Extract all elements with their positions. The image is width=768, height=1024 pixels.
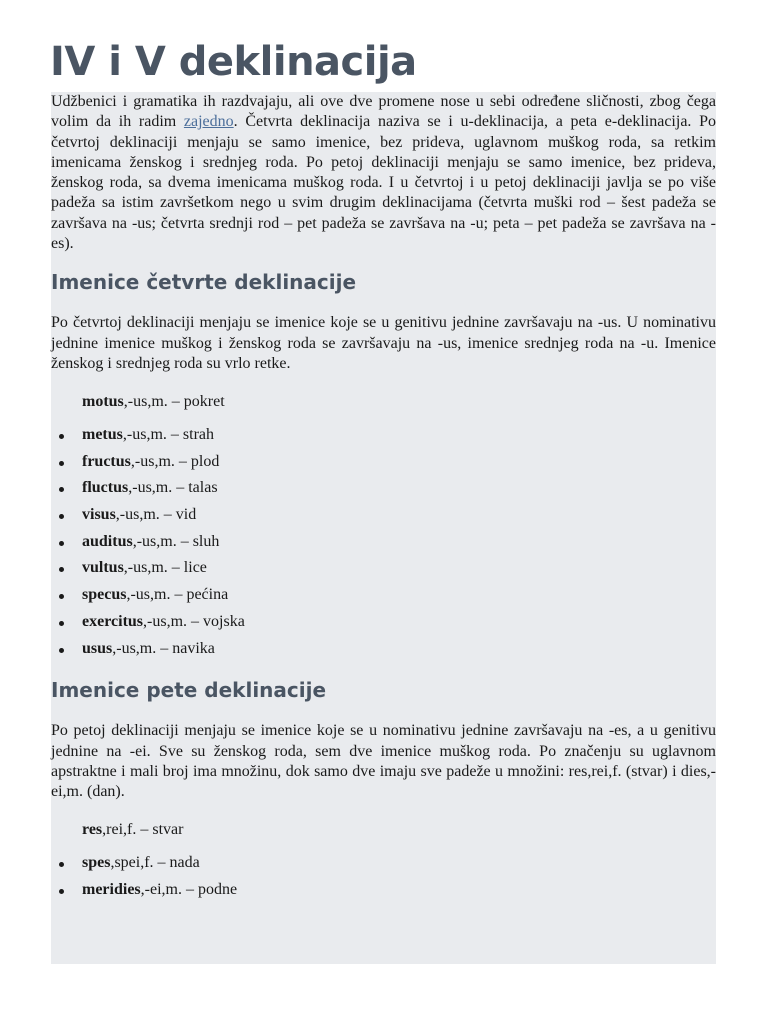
list-item xyxy=(51,475,716,502)
intro-paragraph xyxy=(51,92,716,254)
list-item-term: exercitus xyxy=(82,612,144,630)
list-item-term: specus xyxy=(82,586,127,604)
list-item-desc: ,-us,m. – strah xyxy=(122,425,214,443)
list-item xyxy=(51,555,716,582)
list-item xyxy=(51,422,716,449)
list-item-desc: ,-us,m. – plod xyxy=(130,452,220,470)
list-item-term: meridies xyxy=(82,880,141,898)
list-item xyxy=(51,636,716,663)
content xyxy=(51,92,716,904)
list-item-desc: ,-us,m. – pećina xyxy=(126,586,229,604)
list-item-term: visus xyxy=(82,506,116,524)
list-item-desc: ,-us,m. – sluh xyxy=(132,532,220,550)
list-item-desc: ,-ei,m. – podne xyxy=(140,880,238,898)
list-item-term: vultus xyxy=(82,559,124,577)
list-item xyxy=(51,817,716,844)
list-item xyxy=(51,877,716,904)
section-5-paragraph: Po petoj deklinaciji menjaju se imenice koje se u nominativu jednine završavaju na -es, a u genitivu jednine na -ei. Sve su ženskog roda, sem dve imenice muškog roda. Po značenju su uglavnom apstraktne i mali broj ima množinu, dok samo dve imaju sve padeže u množini: res,rei,f. (stvar) i dies,-ei,m. (dan). xyxy=(51,722,716,801)
list-item-term: fluctus xyxy=(82,479,129,497)
list-item-term: usus xyxy=(82,639,113,657)
section-4-paragraph: Po četvrtoj deklinaciji menjaju se imenice koje se u genitivu jednine završavaju na -us. U nominativu jednine imenice muškog i ženskog roda se završavaju na -us, imenice srednjeg roda na -u. Imenice ženskog i srednjeg roda su vrlo retke. xyxy=(51,314,716,372)
list-item-desc: ,spei,f. – nada xyxy=(110,854,200,872)
list-item xyxy=(51,389,716,416)
list-item-term: motus xyxy=(82,393,124,411)
list-item-desc: ,-us,m. – vid xyxy=(115,506,197,524)
section-5-list xyxy=(51,817,716,903)
list-item xyxy=(51,502,716,529)
list-item-term: metus xyxy=(82,425,123,443)
intro-text-before-link: Udžbenici i gramatika ih razdvajaju, ali ove dve promene nose u sebi određene sličnosti, zbog čega volim da ih radim xyxy=(51,93,716,131)
section-4-list xyxy=(51,389,716,662)
list-item xyxy=(51,609,716,636)
list-item-desc: ,-us,m. – pokret xyxy=(123,393,225,411)
list-item-term: auditus xyxy=(82,532,133,550)
list-item xyxy=(51,850,716,877)
list-item xyxy=(51,529,716,556)
section-5-heading: Imenice pete deklinacije xyxy=(51,678,327,703)
list-item-term: fructus xyxy=(82,452,131,470)
list-item-desc: ,-us,m. – vojska xyxy=(143,612,245,630)
section-4-heading: Imenice četvrte deklinacije xyxy=(51,270,357,295)
list-item xyxy=(51,449,716,476)
document-title: IV i V deklinacija xyxy=(50,39,417,85)
list-item-term: spes xyxy=(82,854,111,872)
list-item-desc: ,-us,m. – lice xyxy=(123,559,207,577)
list-item xyxy=(51,582,716,609)
intro-text-after-link: . Četvrta deklinacija naziva se i u-deklinacija, a peta e-deklinacija. Po četvrtoj deklinaciji menjaju se samo imenice, bez prideva, uglavnom muškog roda, sa retkim imenicama ženskog i srednjeg roda. Po petoj deklinaciji menjaju se samo imenice, bez prideva, ženskog roda, sa dvema imenicama muškog roda. I u četvrtoj i u petoj deklinaciji javlja se po više padeža sa istim završetkom nego u svim drugim deklinacijama (četvrta muški rod – šest padeža se završava na -us; četvrta srednji rod – pet padeža se završava na -u; peta – pet padeža se završava na -es). xyxy=(51,113,716,253)
list-item-term: res xyxy=(82,821,103,839)
list-item-desc: ,rei,f. – stvar xyxy=(102,821,184,839)
zajedno-link[interactable]: zajedno xyxy=(183,113,234,131)
list-item-desc: ,-us,m. – talas xyxy=(128,479,218,497)
list-item-desc: ,-us,m. – navika xyxy=(112,639,215,657)
